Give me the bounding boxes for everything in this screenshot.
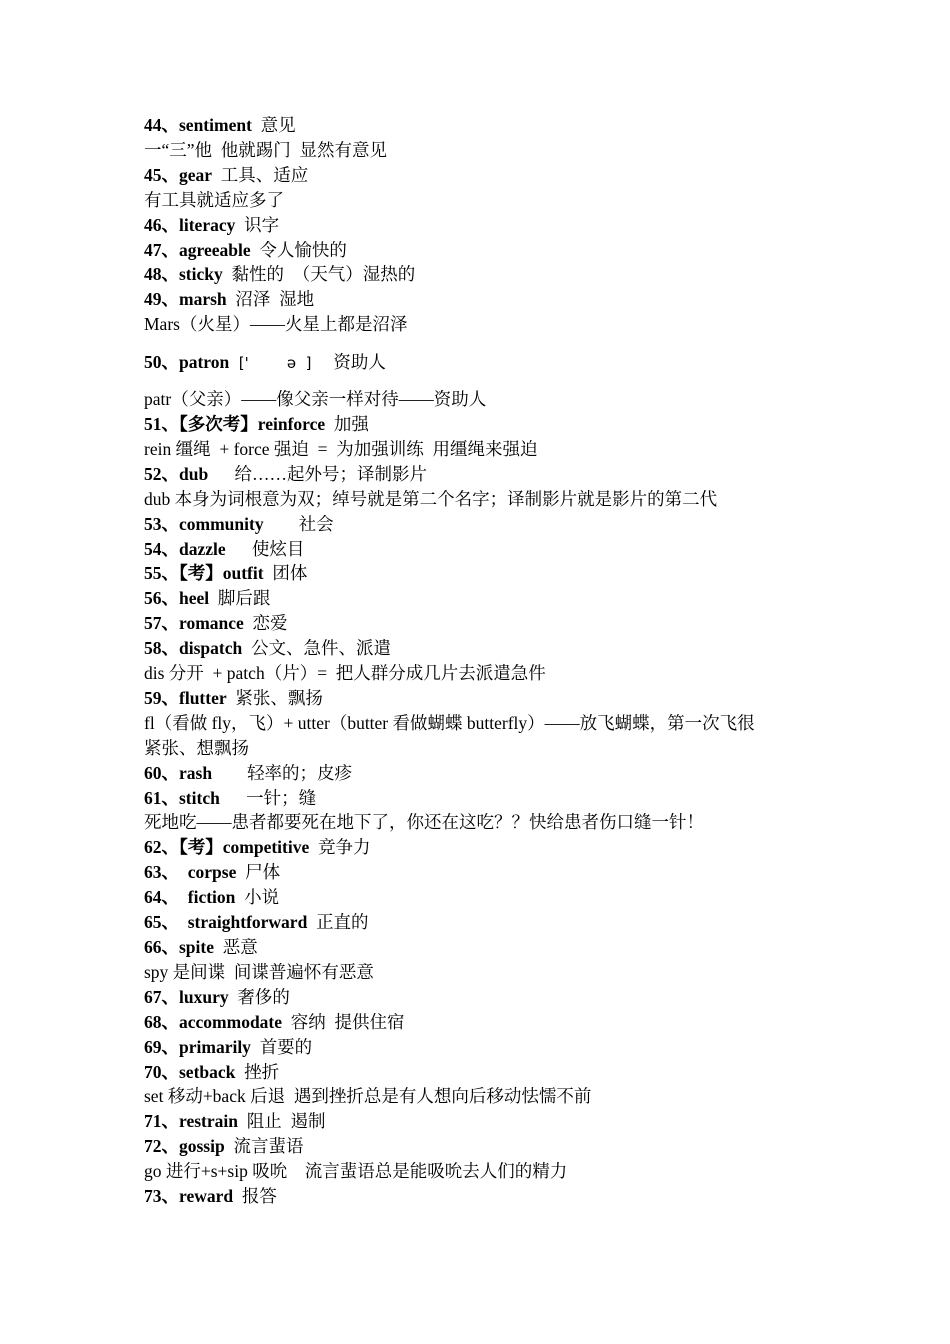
entry-definition: 竞争力 <box>309 837 371 858</box>
entry-word: 【多次考】reinforce <box>179 413 326 434</box>
entry-number: 68、 <box>144 1011 179 1032</box>
vocab-entry <box>144 1184 824 1209</box>
vocab-entry <box>144 561 824 586</box>
vocab-entry <box>144 1134 824 1159</box>
entry-word: sentiment <box>179 115 252 135</box>
entry-word: 【考】outfit <box>179 563 264 584</box>
entry-definition: 轻率的；皮疹 <box>212 762 353 783</box>
entry-word: romance <box>179 613 244 634</box>
entry-number: 61、 <box>144 787 179 808</box>
mnemonic-note: 死地吃——患者都要死在地下了，你还在这吃？？快给患者伤口缝一针！ <box>144 812 704 833</box>
entry-word: dispatch <box>179 638 243 659</box>
entry-definition: 公文、急件、派遣 <box>242 638 391 659</box>
vocab-entry <box>144 262 824 287</box>
vocab-entry <box>144 835 824 860</box>
vocab-entry <box>144 412 824 437</box>
mnemonic-note: 有工具就适应多了 <box>144 189 284 210</box>
vocab-entry <box>144 213 824 238</box>
entry-word: heel <box>179 588 210 609</box>
vocab-entry <box>144 1060 824 1085</box>
entry-definition: 紧张、飘扬 <box>226 687 323 708</box>
mnemonic-note: Mars（火星）——火星上都是沼泽 <box>144 314 408 335</box>
entry-number: 56、 <box>144 588 179 609</box>
mnemonic-note: dis 分开 + patch（片）= 把人群分成几片去派遣急件 <box>144 663 546 684</box>
vocab-entry <box>144 113 824 138</box>
entry-word: rash <box>179 762 213 783</box>
entry-word: patron <box>179 352 230 373</box>
entry-number: 60、 <box>144 762 179 783</box>
entry-word: marsh <box>179 289 227 310</box>
entry-definition: 一针；缝 <box>219 787 317 808</box>
vocab-entry <box>144 985 824 1010</box>
vocab-entry <box>144 287 824 312</box>
entry-number: 66、 <box>144 937 179 957</box>
vocab-entry <box>144 910 824 935</box>
vocab-entry <box>144 1109 824 1134</box>
entry-word: setback <box>179 1061 236 1082</box>
entry-number: 59、 <box>144 687 179 708</box>
entry-word: agreeable <box>179 239 251 260</box>
mnemonic-note: set 移动+back 后退 遇到挫折总是有人想向后移动怯懦不前 <box>144 1086 592 1107</box>
vocab-entry <box>144 935 824 960</box>
entry-definition: 工具、适应 <box>212 164 309 185</box>
entry-number: 65、 <box>144 912 179 933</box>
entry-word: community <box>179 513 264 534</box>
mnemonic-note: rein 缰绳 + force 强迫 = 为加强训练 用缰绳来强迫 <box>144 438 538 459</box>
entry-number: 52、 <box>144 463 179 484</box>
vocab-entry <box>144 1035 824 1060</box>
entry-definition: 团体 <box>263 563 308 584</box>
entry-definition: 正直的 <box>307 912 369 933</box>
entry-definition: 使炫目 <box>225 538 305 559</box>
entry-number: 64、 <box>144 887 179 908</box>
entry-word: straightforward <box>179 912 308 933</box>
entry-definition: 小说 <box>235 887 280 908</box>
vocab-entry <box>144 586 824 611</box>
entry-number: 71、 <box>144 1111 179 1132</box>
vocab-entry <box>144 761 824 786</box>
vocab-entry <box>144 537 824 562</box>
entry-definition: 脚后跟 <box>209 588 271 609</box>
entry-definition: 社会 <box>263 513 334 534</box>
entry-number: 46、 <box>144 214 179 235</box>
entry-definition: 尸体 <box>236 862 281 883</box>
entry-number: 55、 <box>144 563 179 584</box>
vocab-entry <box>144 462 824 487</box>
entry-word: sticky <box>179 264 223 285</box>
entry-word: luxury <box>179 986 229 1007</box>
entry-definition: 奢侈的 <box>228 986 290 1007</box>
entry-word: fiction <box>179 887 236 908</box>
entry-definition: 令人愉快的 <box>250 239 347 260</box>
mnemonic-note: dub 本身为词根意为双；绰号就是第二个名字；译制影片就是影片的第二代 <box>144 488 718 509</box>
entry-definition: 沼泽 湿地 <box>226 289 315 310</box>
entry-number: 47、 <box>144 239 179 260</box>
entry-number: 69、 <box>144 1036 179 1057</box>
entry-definition: 恶意 <box>214 937 258 957</box>
entry-word: corpse <box>179 862 237 883</box>
entry-number: 57、 <box>144 613 179 634</box>
entry-word: gear <box>179 164 213 185</box>
mnemonic-note: 紧张、想飘扬 <box>144 737 249 758</box>
entry-number: 49、 <box>144 289 179 310</box>
entry-word: primarily <box>179 1036 251 1057</box>
mnemonic-note: go 进行+s+sip 吸吮 流言蜚语总是能吸吮去人们的精力 <box>144 1161 568 1182</box>
entry-word: 【考】competitive <box>179 837 310 858</box>
entry-number: 70、 <box>144 1061 179 1082</box>
mnemonic-note: 一“三”他 他就踢门 显然有意见 <box>144 139 388 160</box>
vocabulary-list <box>144 113 824 1209</box>
vocab-entry <box>144 860 824 885</box>
entry-number: 73、 <box>144 1186 179 1207</box>
entry-number: 45、 <box>144 164 179 185</box>
vocab-entry <box>144 512 824 537</box>
entry-word: gossip <box>179 1136 225 1157</box>
entry-definition: 流言蜚语 <box>224 1136 304 1157</box>
vocab-entry <box>144 686 824 711</box>
vocab-entry <box>144 238 824 263</box>
entry-number: 67、 <box>144 986 179 1007</box>
entry-number: 63、 <box>144 862 179 883</box>
entry-word: literacy <box>179 214 236 235</box>
entry-word: spite <box>179 937 214 957</box>
entry-definition: 加强 <box>325 413 369 434</box>
entry-definition: 识字 <box>235 214 280 235</box>
mnemonic-note: patr（父亲）——像父亲一样对待——资助人 <box>144 389 487 410</box>
entry-number: 54、 <box>144 538 179 559</box>
entry-definition: 意见 <box>251 115 296 135</box>
entry-number: 44、 <box>144 115 179 135</box>
vocab-entry <box>144 611 824 636</box>
vocab-entry <box>144 786 824 811</box>
entry-word: stitch <box>179 787 220 808</box>
entry-word: flutter <box>179 687 227 708</box>
entry-definition: 报答 <box>233 1186 277 1207</box>
entry-definition: 容纳 提供住宿 <box>282 1011 405 1032</box>
entry-definition: 首要的 <box>250 1036 313 1057</box>
vocab-entry <box>144 163 824 188</box>
entry-word: accommodate <box>179 1011 283 1032</box>
entry-word: dazzle <box>179 538 226 559</box>
entry-definition: 黏性的 （天气）湿热的 <box>222 264 416 285</box>
entry-number: 48、 <box>144 264 179 285</box>
vocab-entry <box>144 636 824 661</box>
mnemonic-note: fl（看做 fly，飞）+ utter（butter 看做蝴蝶 butterfly）——放飞蝴蝶，第一次飞很 <box>144 712 755 733</box>
entry-number: 72、 <box>144 1136 179 1157</box>
entry-definition: 给……起外号；译制影片 <box>208 463 427 484</box>
phonetic: [' ə ] <box>229 354 312 373</box>
mnemonic-note: spy 是间谍 间谍普遍怀有恶意 <box>144 961 374 982</box>
entry-word: dub <box>179 463 209 484</box>
entry-definition: 资助人 <box>311 352 386 373</box>
entry-definition: 恋爱 <box>243 613 288 634</box>
vocab-entry <box>144 350 824 376</box>
entry-number: 51、 <box>144 413 179 434</box>
entry-number: 58、 <box>144 638 179 659</box>
entry-number: 53、 <box>144 513 179 534</box>
entry-definition: 阻止 遏制 <box>237 1111 326 1132</box>
entry-number: 50、 <box>144 352 179 373</box>
vocab-entry <box>144 885 824 910</box>
entry-word: reward <box>179 1186 234 1207</box>
entry-definition: 挫折 <box>235 1061 280 1082</box>
entry-number: 62、 <box>144 837 179 858</box>
entry-word: restrain <box>179 1111 238 1132</box>
vocab-entry <box>144 1010 824 1035</box>
